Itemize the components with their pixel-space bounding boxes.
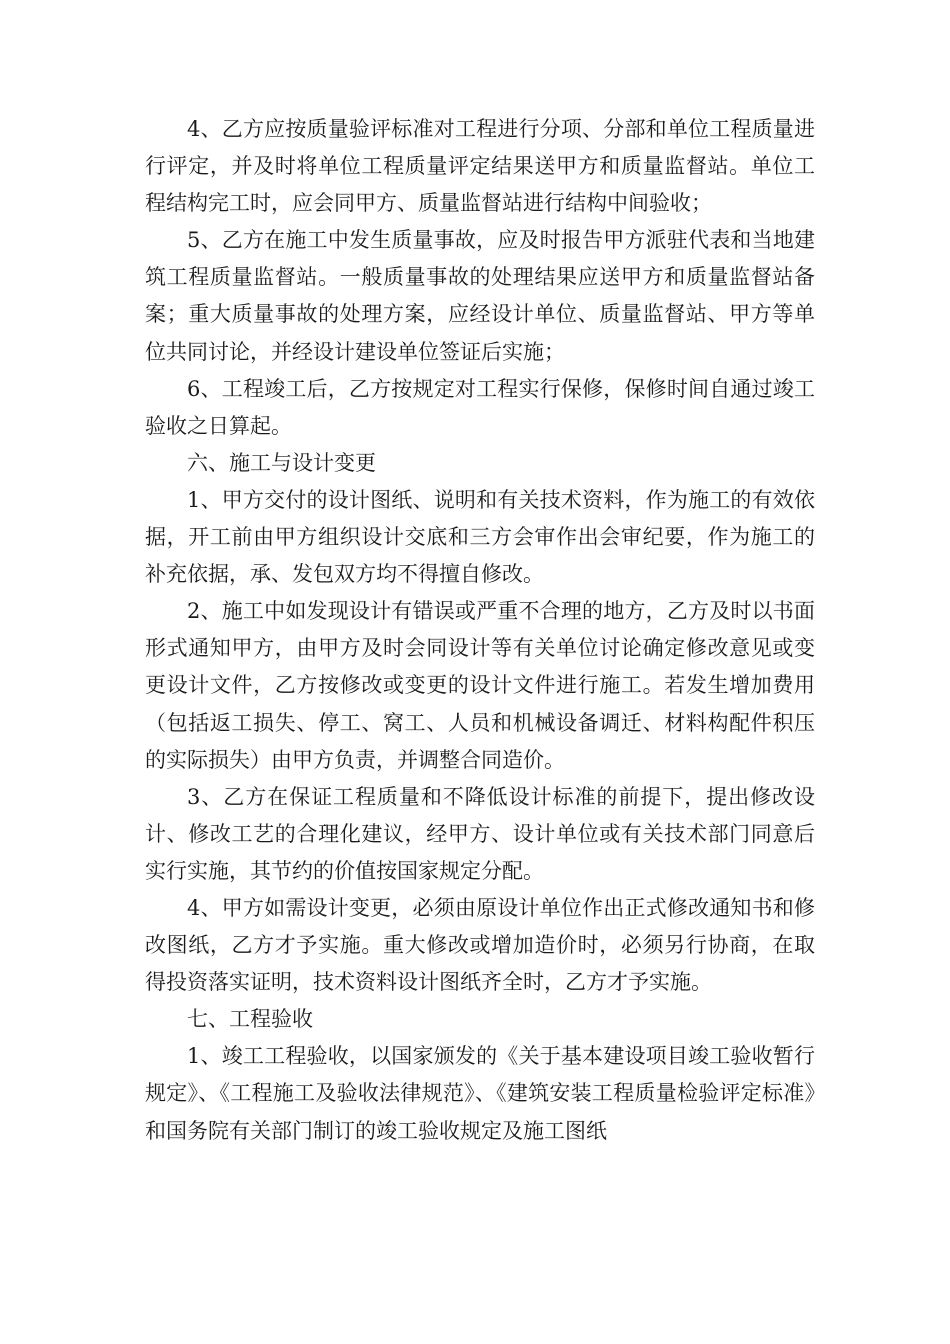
section-heading-design-change: 六、施工与设计变更: [187, 450, 376, 475]
paragraph-design-change-request: 4、甲方如需设计变更，必须由原设计单位作出正式修改通知书和修改图纸，乙方才予实施。重大修改或增加造价时，必须另行协商，在取得投资落实证明，技术资料设计图纸齐全时，乙方才予实施。: [145, 895, 815, 995]
section-heading-acceptance: 七、工程验收: [187, 1007, 313, 1032]
paragraph-completion-acceptance: 1、竣工工程验收，以国家颁发的《关于基本建设项目竣工验收暂行规定》、《工程施工及验收法律规范》、《建筑安装工程质量检验评定标准》和国务院有关部门制订的竣工验收规定及施工图纸: [145, 1044, 815, 1143]
paragraph-design-errors: 2、施工中如发现设计有错误或严重不合理的地方，乙方及时以书面形式通知甲方，由甲方及时会同设计等有关单位讨论确定修改意见或变更设计文件，乙方按修改或变更的设计文件进行施工。若发生增加费用（包括返工损失、停工、窝工、人员和机械设备调迁、材料构配件积压的实际损失）由甲方负责，并调整合同造价。: [145, 599, 815, 772]
document-body: [145, 111, 815, 1150]
paragraph-quality-evaluation: 4、乙方应按质量验评标准对工程进行分项、分部和单位工程质量进行评定，并及时将单位工程质量评定结果送甲方和质量监督站。单位工程结构完工时，应会同甲方、质量监督站进行结构中间验收；: [145, 117, 815, 216]
paragraph-warranty: 6、工程竣工后，乙方按规定对工程实行保修，保修时间自通过竣工验收之日算起。: [145, 376, 815, 438]
paragraph-rationalization: 3、乙方在保证工程质量和不降低设计标准的前提下，提出修改设计、修改工艺的合理化建议，经甲方、设计单位或有关技术部门同意后实行实施，其节约的价值按国家规定分配。: [145, 784, 815, 883]
paragraph-design-drawings: 1、甲方交付的设计图纸、说明和有关技术资料，作为施工的有效依据，开工前由甲方组织设计交底和三方会审作出会审纪要，作为施工的补充依据，承、发包双方均不得擅自修改。: [145, 487, 815, 587]
paragraph-quality-accident: 5、乙方在施工中发生质量事故，应及时报告甲方派驻代表和当地建筑工程质量监督站。一般质量事故的处理结果应送甲方和质量监督站备案；重大质量事故的处理方案，应经设计单位、质量监督站、甲方等单位共同讨论，并经设计建设单位签证后实施；: [145, 228, 815, 364]
